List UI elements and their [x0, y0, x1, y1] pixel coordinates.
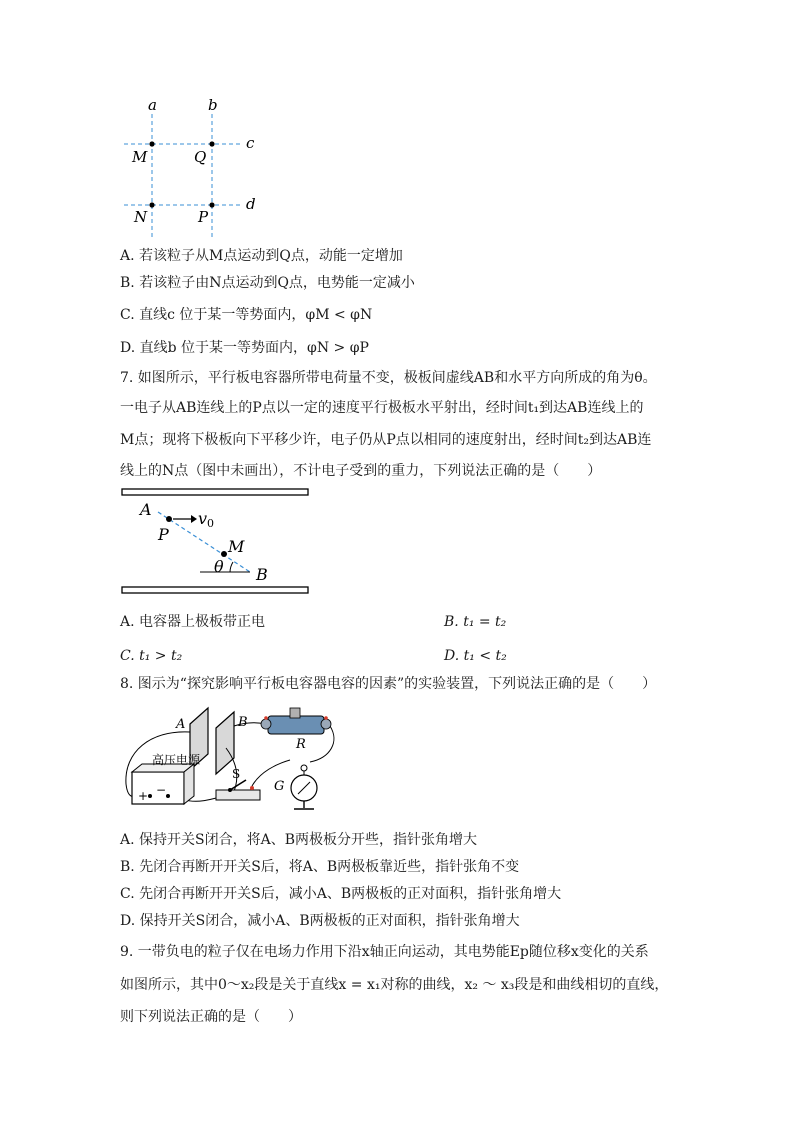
capacitor-experiment-figure — [120, 702, 360, 814]
label-G: G — [274, 779, 285, 794]
label-theta: θ — [214, 557, 224, 576]
label-d: d — [246, 195, 256, 213]
q6-option-a: A. 若该粒子从M点运动到Q点，动能一定增加 — [120, 248, 403, 264]
velocity-arrowhead — [191, 515, 197, 523]
q6-option-b: B. 若该粒子由N点运动到Q点，电势能一定减小 — [120, 275, 415, 291]
label-c: c — [246, 134, 255, 152]
label-minus: − — [156, 783, 167, 797]
label-M: M — [228, 537, 245, 556]
q9-stem-line-2: 如图所示，其中0～x₂段是关于直线x = x₁对称的曲线，x₂ ～ x₃段是和曲线相切的直线， — [120, 977, 669, 993]
q6-option-d: D. 直线b 位于某一等势面内，φN > φP — [120, 340, 369, 356]
label-A: A — [140, 500, 152, 519]
label-B: B — [256, 565, 268, 584]
point-Q — [209, 141, 214, 146]
label-v0: v0 — [198, 509, 215, 530]
q7-option-d: D. t₁ < t₂ — [444, 648, 507, 664]
label-N: N — [134, 208, 148, 226]
point-N — [149, 202, 154, 207]
label-plus: + — [138, 789, 149, 803]
q7-stem-line-1: 7. 如图所示，平行板电容器所带电荷量不变，极板间虚线AB和水平方向所成的角为θ。 — [120, 370, 657, 386]
label-Q: Q — [194, 148, 207, 166]
q8-option-d: D. 保持开关S闭合，减小A、B两极板的正对面积，指针张角增大 — [120, 913, 520, 929]
q8-option-c: C. 先闭合再断开开关S后，减小A、B两极板的正对面积，指针张角增大 — [120, 886, 562, 902]
label-P: P — [158, 525, 169, 544]
label-b: b — [208, 96, 218, 114]
point-P — [209, 202, 214, 207]
q8-option-a: A. 保持开关S闭合，将A、B两极板分开些，指针张角增大 — [120, 832, 477, 848]
label-A: A — [176, 717, 186, 732]
q7-stem-line-3: M点；现将下极板向下平移少许，电子仍从P点以相同的速度射出，经时间t₂到达AB连 — [120, 432, 652, 448]
q7-option-b: B. t₁ = t₂ — [444, 614, 507, 630]
point-M — [149, 141, 154, 146]
upper-plate — [122, 489, 308, 495]
switch-base — [216, 790, 260, 800]
capacitor-electron-figure — [118, 486, 318, 598]
q6-option-c: C. 直线c 位于某一等势面内，φM < φN — [120, 307, 373, 323]
equipotential-grid-figure — [118, 92, 278, 242]
angle-arc — [230, 562, 233, 572]
lower-plate — [122, 587, 308, 593]
q8-stem: 8. 图示为“探究影响平行板电容器电容的因素”的实验装置，下列说法正确的是（ ） — [120, 676, 657, 692]
resistor-end-left — [261, 719, 271, 729]
q9-stem-line-1: 9. 一带负电的粒子仅在电场力作用下沿x轴正向运动，其电势能Ep随位移x变化的关系 — [120, 944, 649, 960]
plate-B — [216, 712, 234, 774]
q7-option-c: C. t₁ > t₂ — [120, 648, 183, 664]
label-B: B — [238, 715, 248, 730]
resistor-end-right — [321, 719, 331, 729]
q9-stem-line-3: 则下列说法正确的是（ ） — [120, 1009, 302, 1025]
resistor-body — [268, 716, 324, 734]
label-R: R — [296, 737, 306, 752]
q7-stem-line-2: 一电子从AB连线上的P点以一定的速度平行极板水平射出，经时间t₁到达AB连线上的 — [120, 400, 644, 416]
label-a: a — [148, 96, 157, 114]
label-M: M — [132, 148, 148, 166]
resistor-slider — [290, 708, 300, 718]
point-P — [166, 516, 172, 522]
label-S: S — [232, 767, 241, 781]
q7-stem-line-4: 线上的N点（图中未画出），不计电子受到的重力，下列说法正确的是（ ） — [120, 463, 602, 479]
q8-option-b: B. 先闭合再断开开关S后，将A、B两极板靠近些，指针张角不变 — [120, 859, 520, 875]
switch-lever — [230, 780, 246, 790]
label-source: 高压电源 — [152, 753, 201, 767]
label-P: P — [198, 208, 209, 226]
q7-option-a: A. 电容器上极板带正电 — [120, 614, 266, 630]
